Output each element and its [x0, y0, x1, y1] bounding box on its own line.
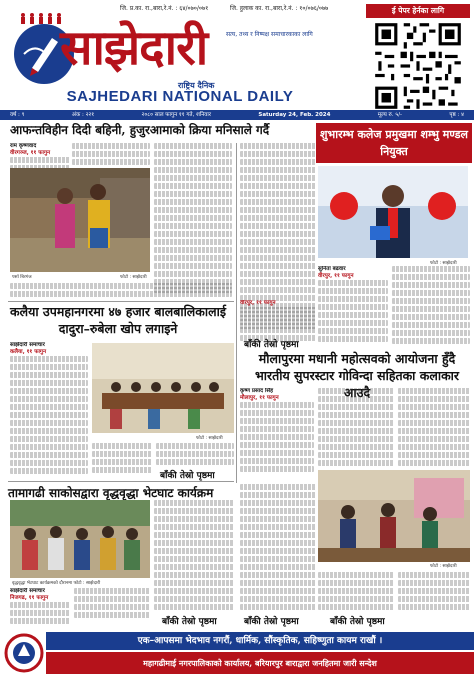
- photo-mahotsav-meeting: [318, 470, 470, 562]
- photo-caption-bottom-left: वृद्धवृद्धा भेटघाट कार्यक्रमको दौरानमा फोटो : साझेदारी: [12, 581, 101, 586]
- story-top-right-text-b: [392, 266, 470, 346]
- story-top-left-text-c: [10, 283, 232, 301]
- registration-left: जि. प्र.का. रा.,बारा,रे.नं. : ६४/०७०/०७१: [120, 5, 209, 12]
- story-bottom-right-text-a: [318, 572, 394, 612]
- story-bottom-center-text: [240, 484, 316, 612]
- story-bottom-right-text-b: [398, 572, 470, 612]
- masthead-subtitle: राष्ट्रिय दैनिक: [178, 81, 215, 90]
- photo-college-chief: [318, 166, 468, 258]
- byline-tag: साझेदारी समाचार: [10, 342, 45, 348]
- byline-place: वीरपुर, ११ फागुन: [240, 300, 276, 306]
- issue-info-bar: [0, 110, 474, 120]
- photo-vaccination-meeting: [92, 343, 234, 433]
- byline-place: वीरगञ्ज, ११ फागुन: [10, 150, 51, 156]
- registration-right: जि. हुलाक का. रा.,बारा,रे.नं. : १०/०७६/०७७: [230, 5, 329, 12]
- story-top-right-text-a: [318, 266, 388, 346]
- epaper-banner: ई पेपर हेर्नका लागि: [366, 4, 470, 18]
- municipality-emblem-icon: [4, 632, 44, 674]
- headline-top-left[interactable]: आफन्तविहीन दिदी बहिनी, हुजुरआमाको क्रिया मनिसाले गर्दै: [10, 123, 270, 137]
- story-top-left-text-a: [72, 143, 150, 167]
- photo-elderly-visit: [10, 500, 150, 578]
- story-mid-right-text-c: [398, 388, 470, 466]
- story-mid-left-text-c: [156, 443, 234, 469]
- qr-code-icon[interactable]: [372, 20, 464, 112]
- headline-mid-right[interactable]: मौलापुरमा मधानी महोत्सवको आयोजना हुँदै भारतीय सुपरस्टार गोविन्दा सहितका कलाकार आउदै: [254, 351, 460, 400]
- issue-pages: पृष्ठ : ४: [449, 112, 464, 118]
- newspaper-logo: [8, 10, 363, 88]
- section-divider: [8, 301, 234, 302]
- continued-mid-left[interactable]: बाँकी तेस्रो पृष्ठमा: [160, 471, 215, 481]
- continued-bottom-right[interactable]: बाँकी तेस्रो पृष्ठमा: [330, 617, 385, 627]
- byline-tag: सुनिता बढवार: [318, 266, 346, 272]
- story-bottom-left-text-b: [74, 588, 150, 628]
- issue-date-english: Saturday 24, Feb. 2024: [258, 112, 331, 118]
- byline-place: निजगढ, ११ फागुन: [10, 595, 49, 601]
- photo-caption-left: पर्सा बिरगंज: [12, 275, 32, 280]
- byline-tag: कृष्ण प्रसाद सिंह: [240, 388, 274, 394]
- masthead-title: साझेदारी: [60, 20, 208, 76]
- issue-date-nepali: २०८० साल फागुन ११ गते, शनिवार: [141, 112, 212, 118]
- headline-top-right[interactable]: शुभारम्भ कलेज प्रमुखमा शम्भु मण्डल नियुक्त: [316, 123, 472, 163]
- footer-slogan: एक–आपसमा भेदभाव नगरौं, धार्मिक, सौंस्कृतिक, सहिष्णुता कायम राखौं ।: [46, 632, 474, 650]
- story-bottom-left-text-c: [154, 500, 234, 612]
- continued-bottom-center[interactable]: बाँकी तेस्रो पृष्ठमा: [244, 617, 299, 627]
- headline-bottom-left[interactable]: तामागढी साकोसद्वारा वृद्धवृद्धा भेटघाट कार्यक्रम: [8, 486, 214, 500]
- story-center-text-b: [240, 300, 316, 334]
- photo-caption-top-right: फोटो : साझेदारी: [430, 261, 457, 266]
- section-divider: [8, 481, 234, 482]
- masthead-english-title: SAJHEDARI NATIONAL DAILY: [66, 88, 294, 105]
- story-top-left-text-b: [154, 143, 232, 299]
- byline-place: मौलापुर, ११ फागुन: [240, 395, 279, 401]
- photo-caption-mid-right: फोटो : साझेदारी: [430, 564, 457, 569]
- byline-place: वीरपुर, ११ फागुन: [318, 273, 354, 279]
- story-mid-right-text-b: [318, 388, 394, 466]
- issue-number: अंक : २२१: [71, 112, 95, 118]
- story-mid-left-text-b: [92, 443, 152, 479]
- byline-tag: साझेदारी समाचार: [10, 588, 45, 594]
- headline-mid-left[interactable]: कलैया उपमहानगरमा ४७ हजार बालबालिकालाई दादुरा–रुबेला खोप लगाइने: [10, 304, 226, 336]
- footer-notice: महागढीमाई नगरपालिकाको कार्यालय, बरियारपुर बाराद्वारा जनहितमा जारी सन्देश: [46, 652, 474, 674]
- byline-tag: राम कृष्णवाद: [10, 143, 37, 149]
- photo-caption-right: फोटो : साझेदारी: [120, 275, 147, 280]
- story-bottom-left-text-a: [10, 588, 70, 628]
- byline-place: कलैया, ११ फागुन: [10, 349, 47, 355]
- story-mid-right-text-a: [240, 388, 314, 480]
- masthead-motto: सत्य, तथ्य र निष्पक्ष समाचारकाका लागि: [226, 31, 313, 38]
- column-divider: [236, 143, 237, 483]
- issue-year: वर्ष : ९: [10, 112, 25, 118]
- continued-bottom-left[interactable]: बाँकी तेस्रो पृष्ठमा: [162, 617, 217, 627]
- issue-price: मूल्य रु. ५/-: [377, 112, 403, 118]
- photo-sisters: [10, 168, 150, 272]
- photo-caption-mid-left: फोटो : साझेदारी: [196, 436, 223, 441]
- masthead: [0, 0, 474, 118]
- story-mid-left-text-a: [10, 342, 88, 480]
- continued-center[interactable]: बाँकी तेस्रो पृष्ठमा: [244, 340, 299, 350]
